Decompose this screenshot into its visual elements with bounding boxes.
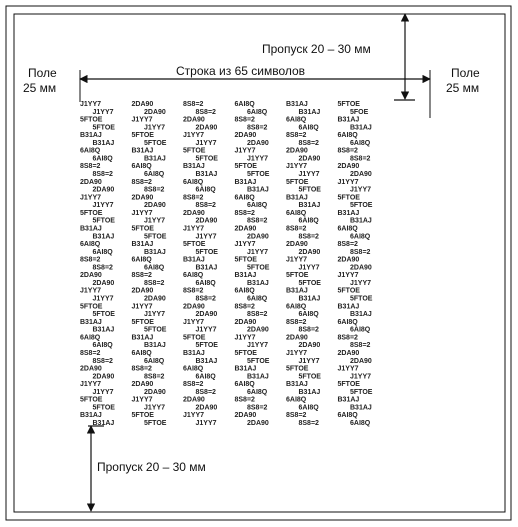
- pattern-token: B31AJ: [286, 101, 308, 108]
- pattern-token: 6AI8Q: [298, 404, 319, 412]
- pattern-token: 5FTOE: [131, 225, 154, 233]
- pattern-token: B31AJ: [183, 350, 205, 357]
- pattern-token: J1YY7: [234, 147, 256, 155]
- pattern-token: B31AJ: [350, 217, 372, 225]
- pattern-token: 5FTOE: [80, 396, 103, 404]
- pattern-token: J1YY7: [247, 248, 269, 256]
- pattern-token: J1YY7: [80, 381, 102, 389]
- pattern-token: 6AI8Q: [298, 217, 319, 225]
- pattern-token: B31AJ: [92, 139, 115, 147]
- pattern-token: 2DA90: [131, 101, 154, 108]
- pattern-token: 5FTOE: [337, 381, 360, 389]
- pattern-token: 6AI8Q: [337, 318, 358, 326]
- pattern-token: 8S8=2: [286, 132, 307, 140]
- pattern-token: B31AJ: [234, 272, 257, 280]
- pattern-token: 2DA90: [183, 116, 205, 124]
- pattern-token: J1YY7: [144, 311, 166, 319]
- pattern-token: B31AJ: [337, 116, 360, 124]
- pattern-token: B31AJ: [80, 225, 102, 233]
- pattern-token: 2DA90: [234, 412, 257, 420]
- pattern-token: B31AJ: [144, 155, 166, 163]
- pattern-token: 6AI8Q: [144, 171, 165, 178]
- pattern-token: 8S8=2: [247, 124, 268, 132]
- pattern-token: 2DA90: [183, 209, 205, 217]
- pattern-token: 6AI8Q: [337, 412, 358, 420]
- pattern-token: 5FTOE: [350, 388, 373, 396]
- pattern-token: 6AI8Q: [247, 108, 268, 116]
- pattern-token: 5FTOE: [183, 241, 206, 248]
- pattern-token: 6AI8Q: [144, 357, 165, 365]
- pattern-token: 2DA90: [234, 318, 257, 326]
- pattern-token: B31AJ: [131, 241, 154, 248]
- pattern-token: J1YY7: [247, 342, 269, 350]
- pattern-token: 8S8=2: [80, 256, 101, 264]
- pattern-token: B31AJ: [80, 318, 102, 326]
- pattern-token: 5FTOE: [144, 326, 167, 334]
- pattern-token: J1YY7: [350, 186, 372, 194]
- pattern-token: 8S8=2: [337, 241, 358, 248]
- pattern-token: 8S8=2: [234, 303, 255, 311]
- pattern-token: 5FTOE: [337, 194, 360, 202]
- pattern-token: J1YY7: [286, 350, 308, 357]
- pattern-token: B31AJ: [337, 303, 360, 311]
- pattern-token: 2DA90: [337, 256, 360, 264]
- pattern-token: 6AI8Q: [298, 311, 319, 319]
- pattern-token: 6AI8Q: [234, 381, 255, 389]
- pattern-token: B31AJ: [80, 132, 102, 140]
- pattern-token: B31AJ: [286, 194, 308, 202]
- pattern-token: 5FTOE: [92, 404, 115, 412]
- pattern-token: B31AJ: [298, 108, 321, 116]
- pattern-token: 2DA90: [92, 373, 115, 381]
- pattern-token: 8S8=2: [298, 139, 319, 147]
- pattern-token: 6AI8Q: [247, 295, 268, 303]
- pattern-token: 8S8=2: [144, 373, 165, 381]
- pattern-token: J1YY7: [234, 241, 256, 248]
- pattern-token: J1YY7: [80, 194, 102, 202]
- pattern-token: 5FTOE: [131, 412, 154, 420]
- pattern-token: 5FTOE: [298, 280, 321, 287]
- pattern-token: 2DA90: [92, 186, 115, 194]
- pattern-token: J1YY7: [350, 373, 372, 381]
- pattern-token: 5FTOE: [92, 311, 115, 319]
- pattern-token: 5FTOE: [337, 287, 360, 295]
- pattern-token: 2DA90: [144, 202, 166, 210]
- pattern-token: B31AJ: [234, 365, 257, 373]
- pattern-token: 5FTOE: [337, 101, 360, 108]
- pattern-token: J1YY7: [131, 116, 153, 124]
- pattern-token: 6AI8Q: [234, 194, 255, 202]
- pattern-token: 5FTOE: [183, 334, 206, 342]
- pattern-token: 8S8=2: [92, 357, 113, 365]
- pattern-token: J1YY7: [131, 396, 153, 404]
- pattern-token: 5FTOE: [195, 248, 218, 256]
- pattern-token: 8S8=2: [247, 311, 268, 319]
- pattern-token: 8S8=2: [131, 272, 152, 280]
- pattern-token: 6AI8Q: [337, 225, 358, 233]
- pattern-token: 8S8=2: [183, 287, 204, 295]
- pattern-token: J1YY7: [183, 412, 205, 420]
- pattern-token: B31AJ: [337, 396, 360, 404]
- pattern-token: 8S8=2: [195, 295, 216, 303]
- gap-top-label: Пропуск 20 – 30 мм: [262, 42, 371, 56]
- pattern-token: 2DA90: [286, 147, 308, 155]
- margin-left-label-1: Поле: [28, 66, 57, 80]
- pattern-token: 2DA90: [131, 194, 154, 202]
- pattern-token: 5FTOE: [286, 178, 309, 186]
- pattern-token: 2DA90: [350, 264, 372, 272]
- pattern-token: 2DA90: [350, 171, 372, 178]
- pattern-token: 6AI8Q: [350, 326, 371, 334]
- pattern-token: 5FTOE: [131, 132, 154, 140]
- pattern-token: J1YY7: [337, 272, 359, 280]
- pattern-token: 6AI8Q: [183, 178, 204, 186]
- pattern-token: 2DA90: [80, 178, 102, 186]
- pattern-token: J1YY7: [131, 209, 153, 217]
- pattern-token: 5FTOE: [286, 365, 309, 373]
- pattern-token: 6AI8Q: [337, 132, 358, 140]
- pattern-token: B31AJ: [131, 334, 154, 342]
- pattern-token: B31AJ: [195, 171, 218, 178]
- pattern-token: 5FTOE: [144, 233, 167, 241]
- pattern-token: 5FTOE: [298, 186, 321, 194]
- pattern-token: 2DA90: [234, 132, 257, 140]
- pattern-token: J1YY7: [92, 295, 114, 303]
- pattern-token: 2DA90: [286, 241, 308, 248]
- pattern-token: B31AJ: [298, 202, 321, 210]
- pattern-token: 6AI8Q: [350, 233, 371, 241]
- pattern-token: B31AJ: [298, 388, 321, 396]
- pattern-token: 8S8=2: [92, 264, 113, 272]
- pattern-token: 6AI8Q: [286, 396, 307, 404]
- pattern-token: J1YY7: [337, 178, 359, 186]
- pattern-token: 8S8=2: [234, 116, 255, 124]
- pattern-token: 8S8=2: [234, 396, 255, 404]
- pattern-token: 6AI8Q: [183, 365, 204, 373]
- pattern-token: J1YY7: [92, 202, 114, 210]
- pattern-token: J1YY7: [144, 217, 166, 225]
- pattern-token: B31AJ: [350, 124, 372, 132]
- pattern-token: 5FTOE: [144, 420, 167, 427]
- pattern-token: 2DA90: [247, 233, 269, 241]
- pattern-token: 6AI8Q: [183, 272, 204, 280]
- pattern-token: 8S8=2: [131, 178, 152, 186]
- pattern-token: 8S8=2: [92, 171, 113, 178]
- pattern-token: 5FTOE: [131, 318, 154, 326]
- pattern-token: J1YY7: [350, 280, 372, 287]
- pattern-token: 5FTOE: [350, 202, 373, 210]
- pattern-token: 8S8=2: [195, 388, 216, 396]
- pattern-token: J1YY7: [183, 225, 205, 233]
- pattern-token: 8S8=2: [350, 342, 371, 350]
- pattern-token: 2DA90: [131, 287, 154, 295]
- pattern-token: 2DA90: [195, 311, 218, 319]
- pattern-token: B31AJ: [92, 233, 115, 241]
- pattern-token: 6AI8Q: [234, 287, 255, 295]
- pattern-token: J1YY7: [298, 357, 320, 365]
- pattern-token: 6AI8Q: [80, 334, 101, 342]
- pattern-token: B31AJ: [247, 280, 269, 287]
- pattern-token: 6AI8Q: [286, 303, 307, 311]
- pattern-token: 6AI8Q: [234, 101, 255, 108]
- line-length-label: Строка из 65 символов: [176, 64, 306, 78]
- pattern-token: 5FOE: [350, 108, 369, 116]
- pattern-token: 5FTOE: [234, 350, 257, 357]
- gap-bottom-label: Пропуск 20 – 30 мм: [97, 460, 206, 474]
- pattern-token: 2DA90: [80, 272, 102, 280]
- pattern-token: 6AI8Q: [350, 139, 371, 147]
- pattern-token: 6AI8Q: [195, 280, 216, 287]
- pattern-token: 2DA90: [234, 225, 257, 233]
- pattern-token: 8S8=2: [298, 233, 319, 241]
- pattern-token: B31AJ: [247, 373, 269, 381]
- pattern-token: 6AI8Q: [92, 155, 113, 163]
- pattern-token: 5FTOE: [144, 139, 167, 147]
- pattern-token: 6AI8Q: [247, 388, 268, 396]
- pattern-token: J1YY7: [183, 132, 205, 140]
- pattern-token: 2DA90: [183, 396, 205, 404]
- pattern-token: J1YY7: [234, 334, 256, 342]
- pattern-token: J1YY7: [298, 264, 320, 272]
- pattern-token: 5FTOE: [195, 155, 218, 163]
- pattern-token: J1YY7: [183, 318, 205, 326]
- pattern-token: 2DA90: [195, 217, 218, 225]
- margin-left-label-2: 25 мм: [23, 81, 57, 95]
- pattern-token: B31AJ: [195, 357, 218, 365]
- pattern-token: 8S8=2: [183, 101, 204, 108]
- pattern-token: 8S8=2: [195, 108, 216, 116]
- pattern-token: 2DA90: [92, 280, 115, 287]
- pattern-token: 5FTOE: [80, 116, 103, 124]
- margin-right-label-1: Поле: [451, 66, 480, 80]
- margin-right-label-2: 25 мм: [446, 81, 480, 95]
- pattern-token: 5FTOE: [92, 217, 115, 225]
- pattern-token: 2DA90: [247, 139, 269, 147]
- pattern-token: 8S8=2: [247, 217, 268, 225]
- pattern-token: 2DA90: [298, 155, 321, 163]
- test-pattern: [80, 101, 373, 427]
- pattern-token: 8S8=2: [144, 186, 165, 194]
- pattern-token: J1YY7: [195, 233, 217, 241]
- pattern-token: J1YY7: [195, 420, 217, 427]
- pattern-token: 6AI8Q: [131, 163, 152, 171]
- pattern-token: J1YY7: [247, 155, 269, 163]
- pattern-token: B31AJ: [286, 381, 308, 389]
- pattern-token: 2DA90: [131, 381, 154, 389]
- pattern-token: 8S8=2: [234, 209, 255, 217]
- pattern-token: B31AJ: [92, 326, 115, 334]
- pattern-token: B31AJ: [298, 295, 321, 303]
- pattern-token: 5FTOE: [234, 163, 257, 171]
- pattern-token: 8S8=2: [183, 194, 204, 202]
- pattern-token: B31AJ: [144, 248, 166, 256]
- pattern-token: 2DA90: [144, 108, 166, 116]
- pattern-token: B31AJ: [92, 420, 115, 427]
- pattern-token: 6AI8Q: [144, 264, 165, 272]
- pattern-token: 8S8=2: [298, 326, 319, 334]
- pattern-token: B31AJ: [131, 147, 154, 155]
- pattern-token: 2DA90: [298, 248, 321, 256]
- pattern-token: 5FTOE: [298, 373, 321, 381]
- pattern-token: B31AJ: [247, 186, 269, 194]
- pattern-token: 8S8=2: [144, 280, 165, 287]
- pattern-token: 6AI8Q: [80, 241, 101, 248]
- pattern-token: 2DA90: [183, 303, 205, 311]
- pattern-token: 2DA90: [144, 388, 166, 396]
- pattern-token: B31AJ: [144, 342, 166, 350]
- pattern-token: 5FTOE: [80, 209, 103, 217]
- pattern-token: 5FTOE: [183, 147, 206, 155]
- pattern-token: B31AJ: [350, 311, 372, 319]
- pattern-token: 8S8=2: [286, 318, 307, 326]
- pattern-token: 6AI8Q: [247, 202, 268, 210]
- pattern-token: 5FTOE: [247, 171, 270, 178]
- pattern-token: B31AJ: [286, 287, 308, 295]
- pattern-token: 5FTOE: [350, 295, 373, 303]
- pattern-token: B31AJ: [234, 178, 257, 186]
- pattern-token: 5FTOE: [247, 357, 270, 365]
- pattern-token: 6AI8Q: [286, 116, 307, 124]
- pattern-token: B31AJ: [80, 412, 102, 420]
- pattern-token: J1YY7: [195, 326, 217, 334]
- pattern-token: 6AI8Q: [195, 186, 216, 194]
- pattern-token: J1YY7: [298, 171, 320, 178]
- pattern-token: B31AJ: [183, 256, 205, 264]
- pattern-token: 2DA90: [337, 163, 360, 171]
- pattern-token: J1YY7: [92, 108, 114, 116]
- pattern-token: 5FTOE: [195, 342, 218, 350]
- pattern-token: J1YY7: [80, 101, 102, 108]
- pattern-token: 8S8=2: [298, 420, 319, 427]
- pattern-token: 5FTOE: [80, 303, 103, 311]
- pattern-token: 8S8=2: [183, 381, 204, 389]
- pattern-token: 5FTOE: [247, 264, 270, 272]
- pattern-token: J1YY7: [80, 287, 102, 295]
- pattern-token: 5FTOE: [286, 272, 309, 280]
- pattern-token: 2DA90: [144, 295, 166, 303]
- pattern-token: 2DA90: [80, 365, 102, 373]
- pattern-token: 8S8=2: [286, 225, 307, 233]
- pattern-token: 6AI8Q: [286, 209, 307, 217]
- pattern-token: 6AI8Q: [92, 248, 113, 256]
- pattern-token: 2DA90: [337, 350, 360, 357]
- pattern-token: 6AI8Q: [80, 147, 101, 155]
- pattern-token: 5FTOE: [92, 124, 115, 132]
- pattern-token: 8S8=2: [80, 163, 101, 171]
- pattern-token: 8S8=2: [337, 147, 358, 155]
- pattern-token: B31AJ: [350, 404, 372, 412]
- pattern-token: 2DA90: [247, 420, 269, 427]
- pattern-token: 2DA90: [286, 334, 308, 342]
- pattern-token: 6AI8Q: [350, 420, 371, 427]
- pattern-token: J1YY7: [337, 365, 359, 373]
- pattern-token: 8S8=2: [337, 334, 358, 342]
- pattern-token: 6AI8Q: [131, 350, 152, 357]
- pattern-token: B31AJ: [195, 264, 218, 272]
- pattern-token: 8S8=2: [286, 412, 307, 420]
- pattern-token: J1YY7: [131, 303, 153, 311]
- pattern-token: 2DA90: [195, 404, 218, 412]
- pattern-token: 8S8=2: [80, 350, 101, 357]
- pattern-token: B31AJ: [337, 209, 360, 217]
- pattern-token: 8S8=2: [131, 365, 152, 373]
- pattern-token: B31AJ: [183, 163, 205, 171]
- pattern-token: J1YY7: [144, 404, 166, 412]
- pattern-token: J1YY7: [286, 256, 308, 264]
- pattern-token: J1YY7: [195, 139, 217, 147]
- pattern-token: 2DA90: [298, 342, 321, 350]
- pattern-token: 6AI8Q: [298, 124, 319, 132]
- pattern-token: 8S8=2: [195, 202, 216, 210]
- pattern-token: J1YY7: [144, 124, 166, 132]
- pattern-token: 8S8=2: [350, 248, 371, 256]
- pattern-token: 6AI8Q: [92, 342, 113, 350]
- pattern-token: J1YY7: [92, 388, 114, 396]
- pattern-token: 8S8=2: [350, 155, 371, 163]
- pattern-token: 2DA90: [195, 124, 218, 132]
- pattern-token: 6AI8Q: [195, 373, 216, 381]
- pattern-token: 6AI8Q: [131, 256, 152, 264]
- pattern-token: J1YY7: [286, 163, 308, 171]
- pattern-token: 8S8=2: [247, 404, 268, 412]
- pattern-token: 2DA90: [350, 357, 372, 365]
- pattern-token: 5FTOE: [234, 256, 257, 264]
- pattern-token: 2DA90: [247, 326, 269, 334]
